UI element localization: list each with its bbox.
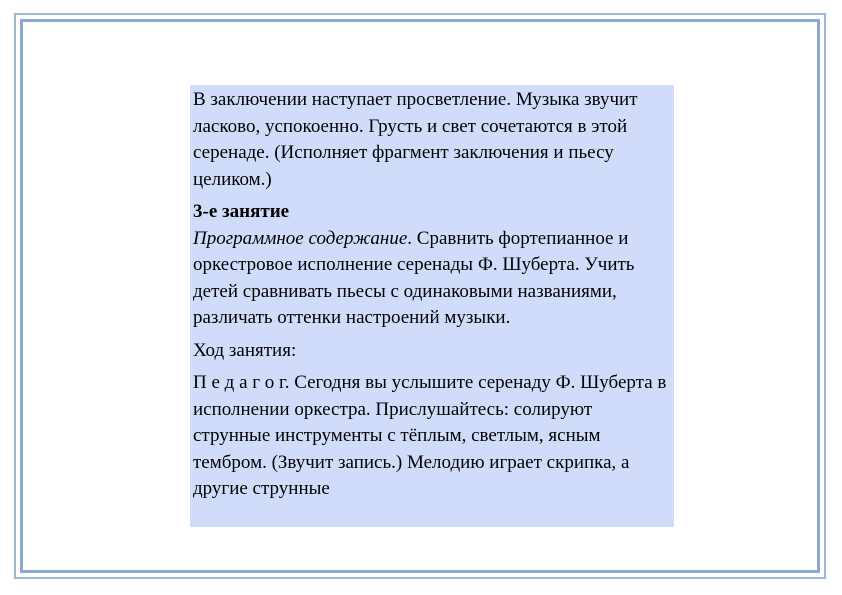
lesson-heading: 3-е занятие (193, 201, 290, 222)
paragraph-program-content (193, 226, 672, 332)
program-content-text: . Сравнить фортепианное и оркестровое исполнение серенады Ф. Шуберта. Учить детей сравнивать пьесы с одинаковыми названиями, различать оттенки настроений музыки. (193, 227, 635, 328)
paragraph-heading-wrap (193, 199, 672, 226)
paragraph-teacher: П е д а г о г. Сегодня вы услышите серенаду Ф. Шуберта в исполнении оркестра. Прислушайтесь: солируют струнные инструменты с тёплым, светлым, ясным тембром. (Звучит запись.) Мелодию играет скрипка, а другие струнные (193, 372, 667, 499)
paragraph-conclusion: В заключении наступает просветление. Музыка звучит ласково, успокоенно. Грусть и свет сочетаются в этой серенаде. (Исполняет фрагмент заключения и пьесу целиком.) (193, 89, 638, 190)
program-content-label: Программное содержание (193, 227, 408, 249)
paragraph-lesson-progress: Ход занятия: (193, 339, 297, 361)
text-block (190, 85, 674, 527)
